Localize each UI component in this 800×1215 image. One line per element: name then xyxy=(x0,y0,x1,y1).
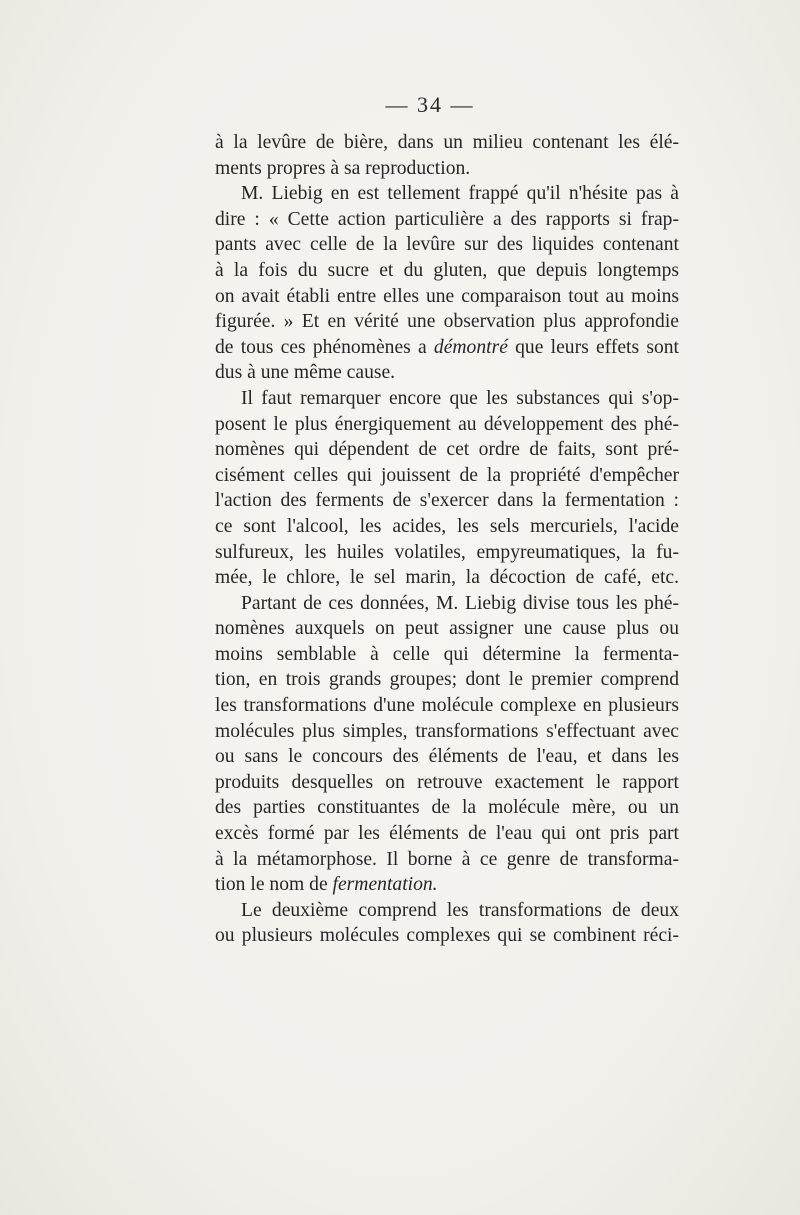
text-line: figurée. » Et en vérité une observation plus approfondie xyxy=(215,311,679,333)
italic-word: fermentation. xyxy=(332,874,438,896)
text-line: dire : « Cette action particulière a des rapports si frap- xyxy=(215,208,679,230)
text-line: produits desquelles on retrouve exactement le rapport xyxy=(215,771,679,793)
text-line: à la fois du sucre et du gluten, que depuis longtemps xyxy=(215,259,679,281)
text-line: molécules plus simples, transformations s'effectuant avec xyxy=(215,720,679,742)
text-line: les transformations d'une molécule complexe en plusieurs xyxy=(215,695,679,717)
text-line: cisément celles qui jouissent de la propriété d'empêcher xyxy=(215,464,679,486)
text-line: posent le plus énergiquement au développement des phé- xyxy=(215,413,679,435)
paragraph xyxy=(215,130,679,181)
text-line: ou plusieurs molécules complexes qui se combinent réci- xyxy=(215,925,679,947)
text-line: dus à une même cause. xyxy=(215,362,396,384)
text-line: ce sont l'alcool, les acides, les sels mercuriels, l'acide xyxy=(215,515,679,537)
text-line: M. Liebig en est tellement frappé qu'il n'hésite pas à xyxy=(241,183,679,205)
text-line: ments propres à sa reproduction. xyxy=(215,157,471,179)
page-number: — 34 — xyxy=(385,92,475,117)
text-line: excès formé par les éléments de l'eau qui ont pris part xyxy=(215,823,679,845)
italic-word: démontré xyxy=(433,336,508,358)
text-line: à la levûre de bière, dans un milieu contenant les élé- xyxy=(215,132,679,153)
text-line: pants avec celle de la levûre sur des liquides contenant xyxy=(215,234,679,256)
text-line: l'action des ferments de s'exercer dans la fermentation : xyxy=(215,490,679,512)
text-line: à la métamorphose. Il borne à ce genre de transforma- xyxy=(215,848,679,870)
text-line: des parties constituantes de la molécule mère, ou un xyxy=(215,797,679,819)
text-line: ou sans le concours des éléments de l'eau, et dans les xyxy=(215,746,679,768)
text-line: nomènes auxquels on peut assigner une cause plus ou xyxy=(215,618,679,640)
text-line: nomènes qui dépendent de cet ordre de faits, sont pré- xyxy=(215,439,679,461)
text-line: on avait établi entre elles une comparaison tout au moins xyxy=(215,285,679,307)
text-line: sulfureux, les huiles volatiles, empyreumatiques, la fu- xyxy=(215,541,679,563)
paragraph xyxy=(215,898,679,949)
text-line: tion, en trois grands groupes; dont le premier comprend xyxy=(215,669,679,691)
paragraph xyxy=(215,181,679,386)
text-line: de tous ces phénomènes a démontré que leurs effets sont xyxy=(215,336,679,358)
paragraph xyxy=(215,591,679,898)
body-text xyxy=(215,130,679,949)
text-line: Il faut remarquer encore que les substances qui s'op- xyxy=(241,387,679,409)
text-line: tion le nom de fermentation. xyxy=(215,874,438,896)
text-line: Le deuxième comprend les transformations de deux xyxy=(241,899,679,921)
paragraph xyxy=(215,386,679,591)
text-line: moins semblable à celle qui détermine la fermenta- xyxy=(215,643,679,665)
text-line: Partant de ces données, M. Liebig divise tous les phé- xyxy=(241,592,679,614)
text-line: mée, le chlore, le sel marin, la décoction de café, etc. xyxy=(215,567,679,589)
